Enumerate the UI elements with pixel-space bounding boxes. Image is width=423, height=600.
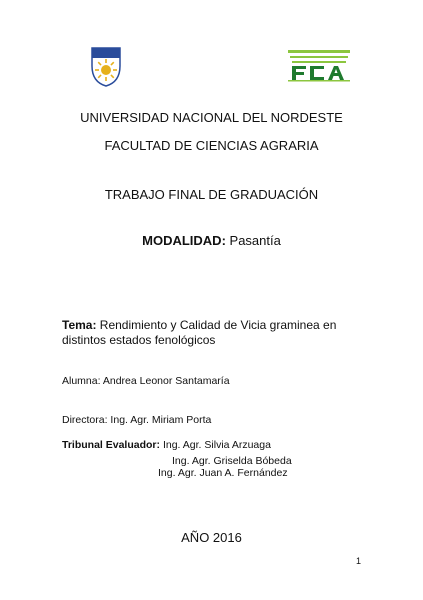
tema-text: Rendimiento y Calidad de Vicia graminea en distintos estados fenológicos [62, 318, 337, 347]
tribunal-label: Tribunal Evaluador: [62, 439, 161, 451]
sun-shield-logo-icon [90, 46, 122, 88]
tribunal-member-2: Ing. Agr. Griselda Bóbeda [172, 455, 292, 467]
tribunal-member-1: Ing. Agr. Silvia Arzuaga [160, 439, 271, 451]
directora-line [62, 413, 211, 427]
alumna-label: Alumna: [62, 375, 101, 387]
directora-name: Ing. Agr. Miriam Porta [107, 414, 212, 426]
modality-label: MODALIDAD: [142, 233, 226, 248]
tribunal-member-3: Ing. Agr. Juan A. Fernández [158, 467, 288, 479]
university-name: UNIVERSIDAD NACIONAL DEL NORDESTE [80, 110, 343, 125]
tema-line [62, 318, 362, 348]
year: AÑO 2016 [181, 530, 242, 545]
tribunal-line [62, 438, 271, 452]
modality-line [0, 233, 423, 249]
alumna-name: Andrea Leonor Santamaría [100, 375, 230, 387]
directora-label: Directora: [62, 414, 108, 426]
modality-value: Pasantía [225, 233, 281, 248]
faculty-name: FACULTAD DE CIENCIAS AGRARIA [104, 138, 319, 153]
fca-logo-icon [286, 48, 352, 82]
tema-label: Tema: [62, 318, 97, 332]
alumna-line [62, 374, 230, 388]
page-number: 1 [356, 556, 362, 566]
work-title: TRABAJO FINAL DE GRADUACIÓN [104, 187, 319, 202]
